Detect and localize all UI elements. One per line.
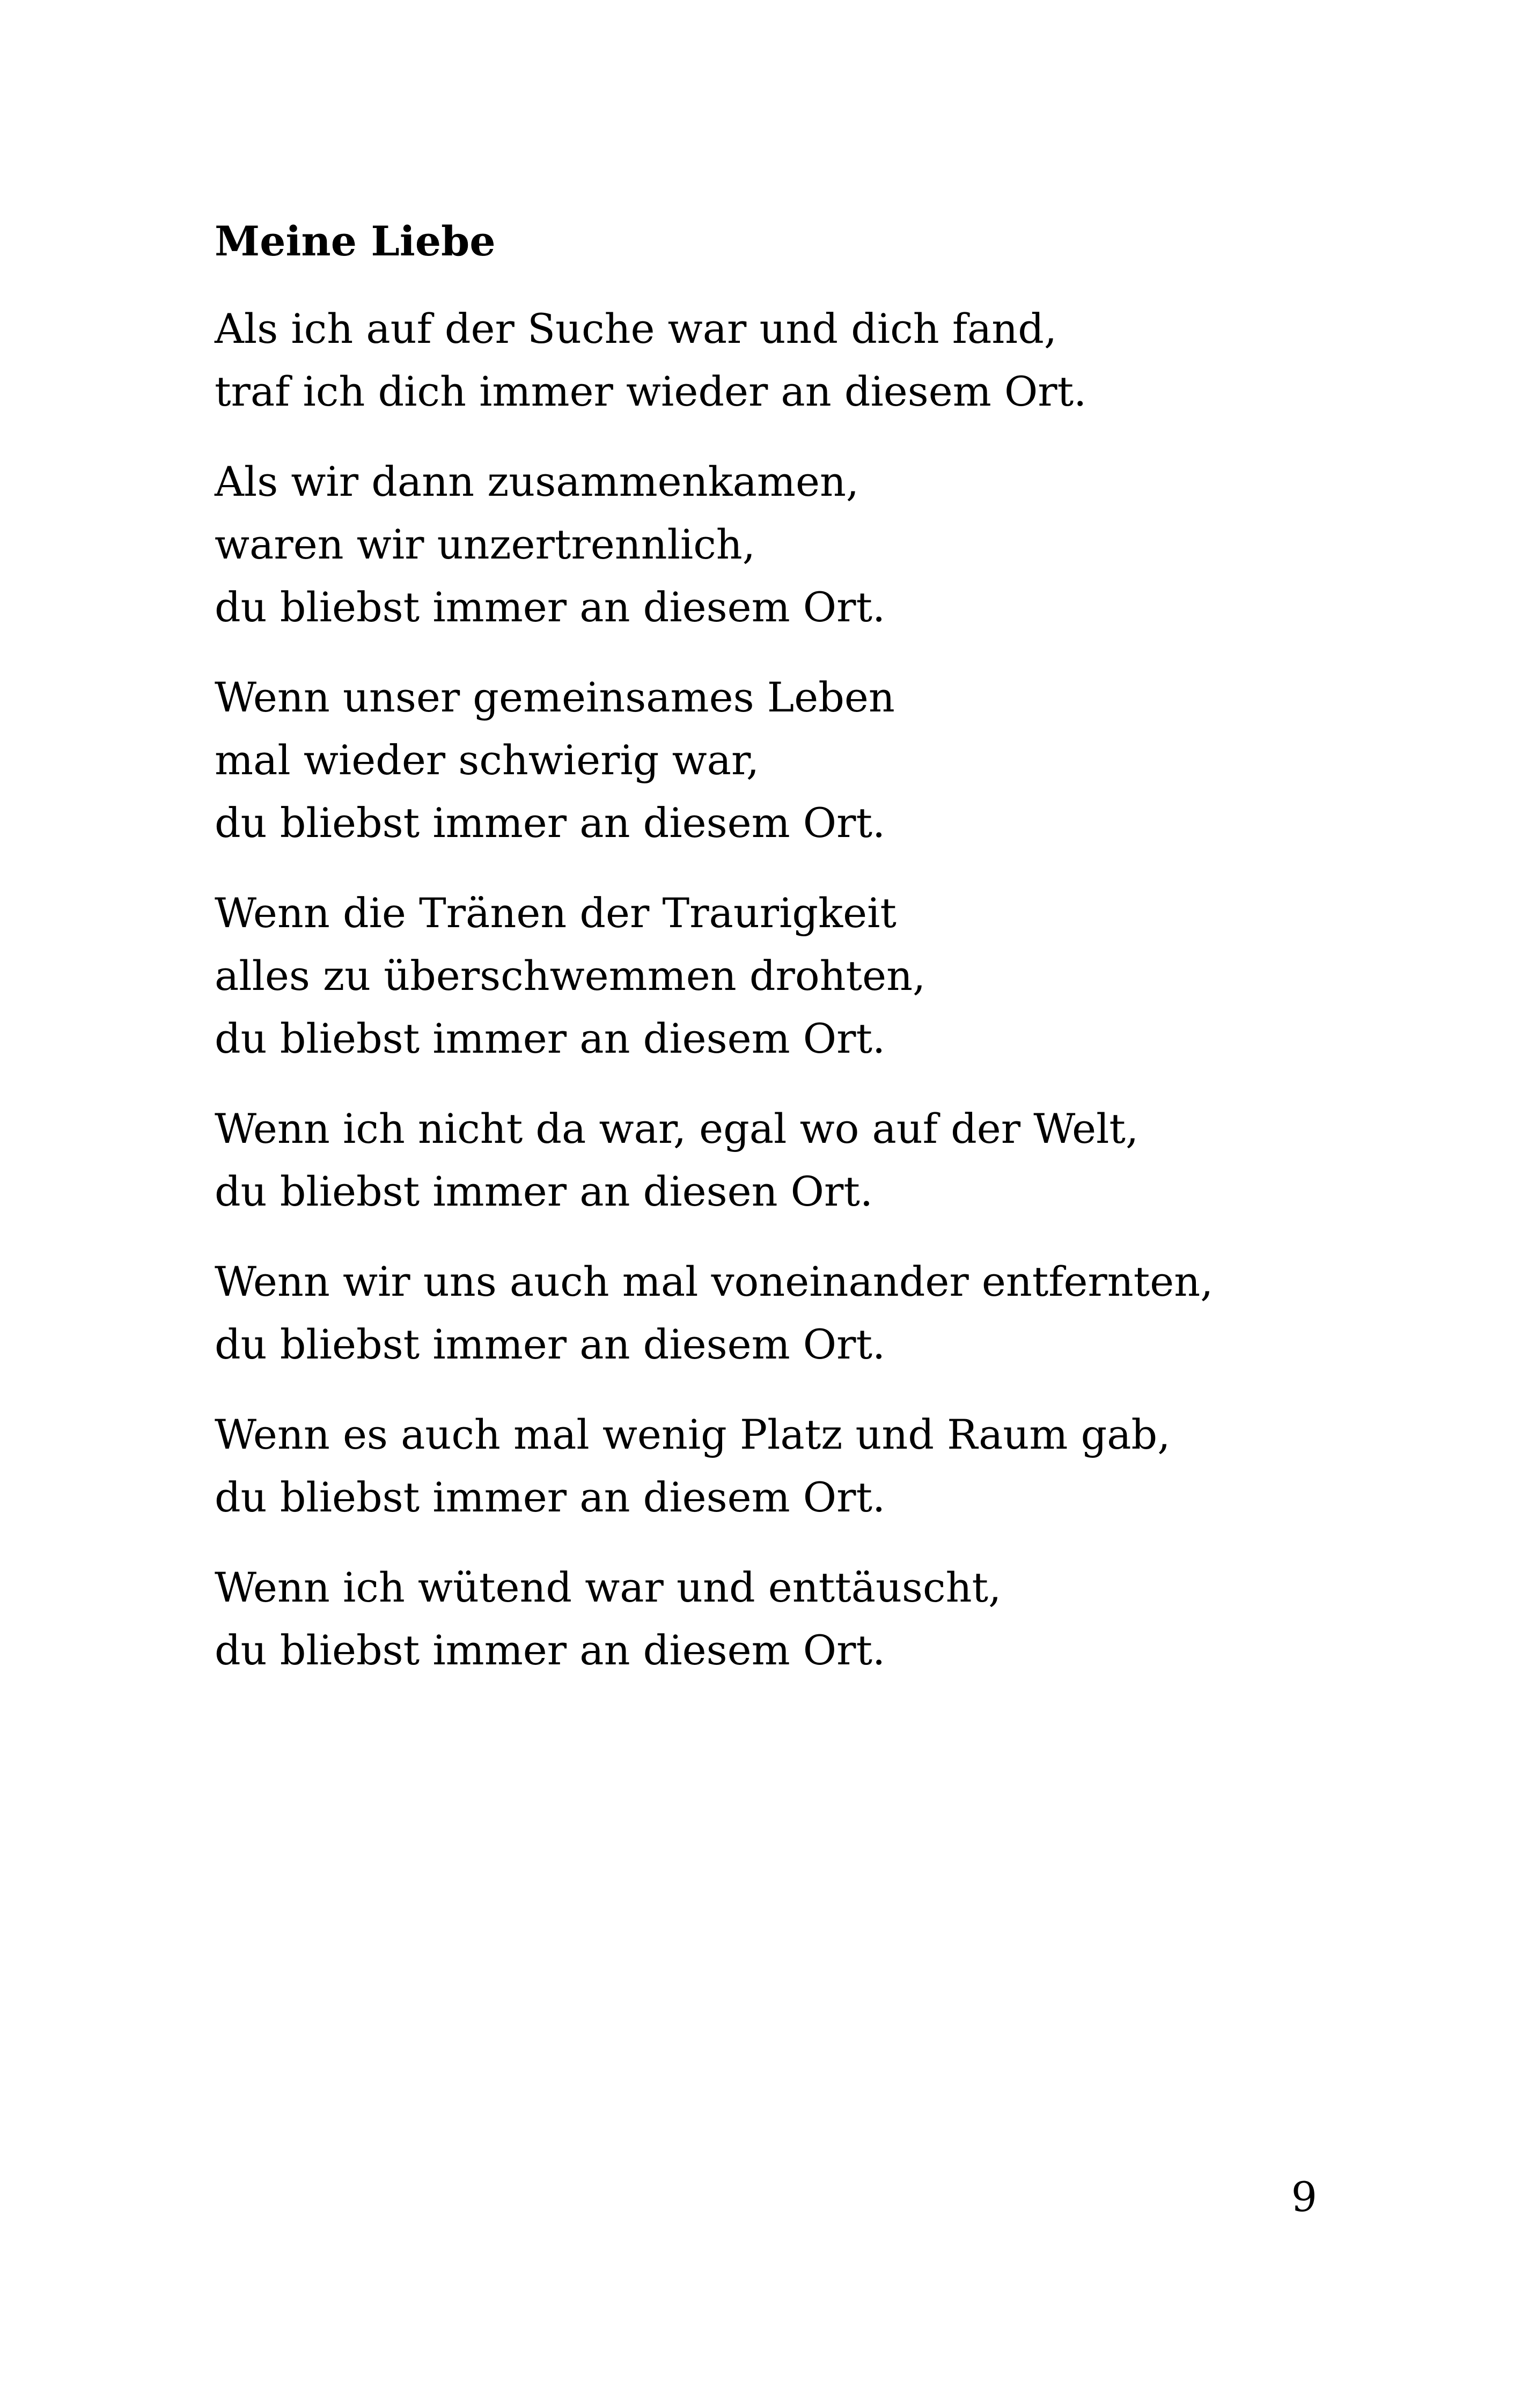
poem-line: alles zu überschwemmen drohten, xyxy=(215,952,926,1000)
poem-line: du bliebst immer an diesem Ort. xyxy=(215,583,886,631)
poem-line: du bliebst immer an diesem Ort. xyxy=(215,1473,886,1521)
stanza xyxy=(215,882,1341,1070)
stanza xyxy=(215,297,1341,423)
page-number: 9 xyxy=(1291,2173,1317,2221)
stanza xyxy=(215,1250,1341,1376)
stanza xyxy=(215,1556,1341,1682)
poem-line: Wenn ich nicht da war, egal wo auf der Welt, xyxy=(215,1105,1139,1152)
stanza xyxy=(215,666,1341,854)
poem-line: traf ich dich immer wieder an diesem Ort. xyxy=(215,368,1087,415)
poem-line: mal wieder schwierig war, xyxy=(215,736,760,784)
poem-line: Wenn unser gemeinsames Leben xyxy=(215,673,895,721)
poem-line: du bliebst immer an diesem Ort. xyxy=(215,1015,886,1062)
poem xyxy=(215,209,1341,1682)
poem-line: Als ich auf der Suche war und dich fand, xyxy=(215,305,1057,353)
poem-title: Meine Liebe xyxy=(215,217,496,265)
stanza xyxy=(215,1097,1341,1223)
stanza xyxy=(215,450,1341,638)
poem-line: Wenn es auch mal wenig Platz und Raum gab, xyxy=(215,1411,1171,1458)
poem-line: du bliebst immer an diesem Ort. xyxy=(215,799,886,847)
poem-line: Wenn ich wütend war und enttäuscht, xyxy=(215,1563,1002,1611)
poem-line: du bliebst immer an diesem Ort. xyxy=(215,1626,886,1674)
stanza xyxy=(215,1403,1341,1529)
poem-line: Als wir dann zusammenkamen, xyxy=(215,458,859,505)
poem-line: du bliebst immer an diesem Ort. xyxy=(215,1320,886,1368)
poem-line: Wenn die Tränen der Traurigkeit xyxy=(215,889,897,937)
poem-line: waren wir unzertrennlich, xyxy=(215,520,755,568)
poem-line: Wenn wir uns auch mal voneinander entfernten, xyxy=(215,1258,1214,1305)
poem-line: du bliebst immer an diesen Ort. xyxy=(215,1168,873,1215)
